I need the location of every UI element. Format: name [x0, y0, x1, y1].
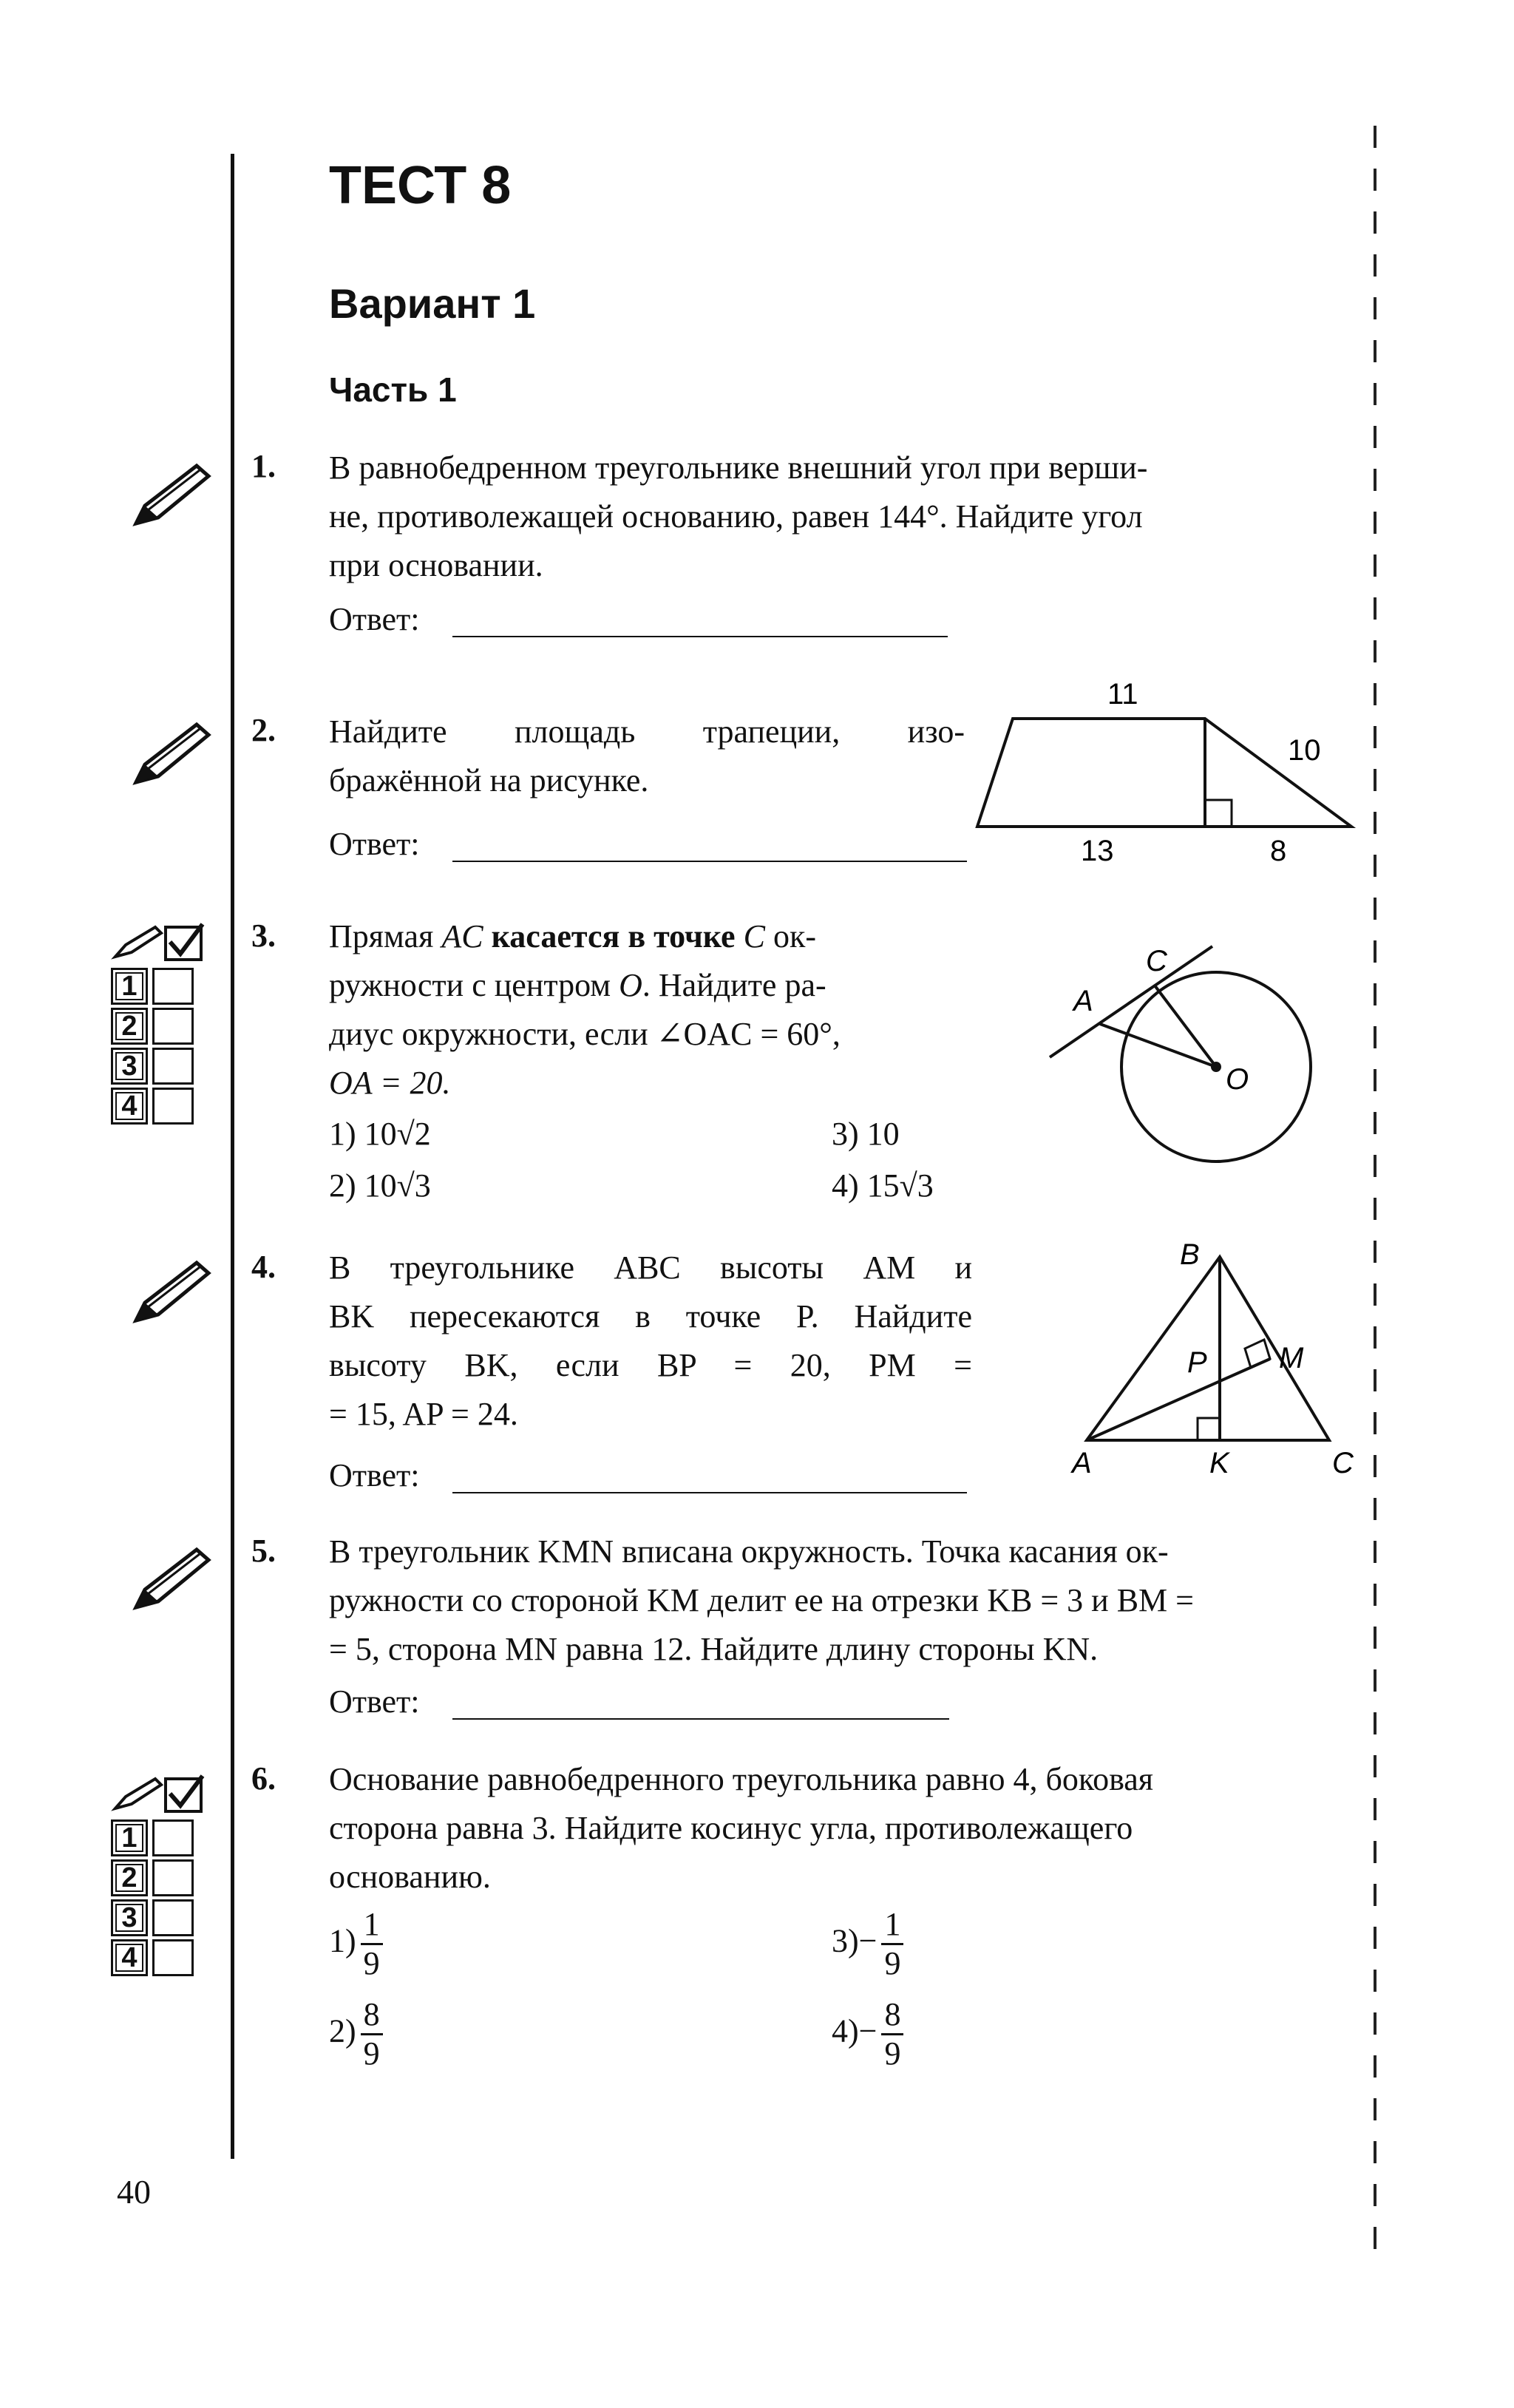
point-p-label: P	[1187, 1346, 1207, 1379]
question-number: 1.	[251, 448, 276, 484]
option-label: 1)	[329, 1922, 356, 1959]
answer-option: 4) 15√3	[832, 1167, 934, 1204]
checkmark-icon	[111, 1774, 207, 1816]
answer-checkbox[interactable]	[152, 1819, 194, 1856]
answer-field[interactable]	[452, 861, 967, 862]
answer-field[interactable]	[452, 1492, 967, 1493]
answer-label: Ответ:	[329, 1457, 420, 1493]
page-number: 40	[117, 2173, 151, 2211]
question-5-text	[329, 1527, 1364, 1674]
option-label: 4)	[832, 2012, 859, 2049]
option-number: 2	[111, 1008, 148, 1045]
checkmark-icon	[111, 923, 207, 964]
answer-checkbox[interactable]	[152, 1088, 194, 1125]
question-number: 5.	[251, 1533, 276, 1569]
math-term: C	[743, 918, 765, 954]
trapezoid-bottom-left-label: 13	[1081, 835, 1114, 867]
question-text-line: основанию.	[329, 1859, 491, 1895]
question-text-line: ружности со стороной KM делит ее на отрезки KB = 3 и BM =	[329, 1582, 1194, 1618]
option-number: 4	[111, 1939, 148, 1976]
left-margin-rule	[231, 154, 234, 2159]
question-text-line: В равнобедренном треугольнике внешний угол при верши-	[329, 450, 1148, 486]
question-text-line: В треугольник KMN вписана окружность. Точка касания ок-	[329, 1533, 1169, 1570]
math-term: AC	[441, 918, 483, 954]
option-label: 2)	[329, 2012, 356, 2049]
question-text-line: В треугольнике ABC высоты AM и	[329, 1249, 972, 1286]
answer-checkbox[interactable]	[152, 1859, 194, 1896]
answer-field[interactable]	[452, 1718, 949, 1720]
text-fragment: Прямая	[329, 918, 442, 954]
pen-icon	[126, 719, 214, 793]
question-number: 2.	[251, 712, 276, 748]
part-heading: Часть 1	[329, 370, 457, 409]
answer-option	[832, 1906, 903, 1982]
answer-checkbox-group	[111, 923, 207, 1127]
numerator: 1	[881, 1906, 903, 1945]
option-number: 3	[111, 1899, 148, 1936]
test-title: ТЕСТ 8	[329, 156, 512, 215]
fraction	[361, 1996, 383, 2072]
question-text-line: не, противолежащей основанию, равен 144°. Найдите угол	[329, 498, 1143, 535]
denominator: 9	[884, 2035, 901, 2072]
pen-icon	[126, 1257, 214, 1331]
answer-label: Ответ:	[329, 826, 420, 862]
question-text-line: = 15, AP = 24.	[329, 1396, 518, 1432]
fraction	[881, 1906, 903, 1982]
option-number: 2	[111, 1859, 148, 1896]
answer-option: 3) 10	[832, 1116, 900, 1152]
point-a-label: A	[1073, 985, 1093, 1017]
question-number: 4.	[251, 1249, 276, 1285]
fraction	[881, 1996, 903, 2072]
answer-checkbox[interactable]	[152, 1008, 194, 1045]
question-text-line: Найдите площадь трапеции, изо-	[329, 713, 965, 750]
answer-option: 2) 10√3	[329, 1167, 431, 1204]
numerator: 1	[361, 1906, 383, 1945]
question-3-text	[329, 912, 972, 1108]
circle-tangent-figure	[1035, 935, 1331, 1187]
question-text-line: Основание равнобедренного треугольника равно 4, боковая	[329, 1761, 1154, 1797]
numerator: 8	[881, 1996, 903, 2035]
option-number: 3	[111, 1048, 148, 1085]
pen-icon	[126, 460, 214, 534]
math-term: O	[619, 967, 642, 1003]
cut-line	[1374, 126, 1376, 2255]
option-sign: −	[858, 2012, 877, 2049]
pen-icon	[126, 1544, 214, 1618]
numerator: 8	[361, 1996, 383, 2035]
answer-checkbox[interactable]	[152, 1939, 194, 1976]
denominator: 9	[363, 2035, 380, 2072]
question-text-line: бражённой на рисунке.	[329, 762, 649, 798]
answer-option: 1) 10√2	[329, 1116, 431, 1152]
question-text-line	[329, 912, 972, 961]
text-fragment: ок-	[764, 918, 816, 954]
vertex-b-label: B	[1180, 1238, 1200, 1271]
option-number: 1	[111, 968, 148, 1005]
point-k-label: K	[1209, 1447, 1229, 1479]
vertex-a-label: A	[1072, 1447, 1092, 1479]
denominator: 9	[884, 1945, 901, 1981]
trapezoid-side-label: 10	[1288, 734, 1321, 767]
text-fragment: ружности с центром	[329, 967, 619, 1003]
option-number: 1	[111, 1819, 148, 1856]
question-text-line: высоту BK, если BP = 20, PM =	[329, 1347, 972, 1383]
triangle-altitudes-figure	[1057, 1235, 1360, 1486]
point-c-label: C	[1146, 945, 1167, 977]
answer-option	[329, 1996, 383, 2072]
question-number: 6.	[251, 1760, 276, 1797]
question-text-line: BK пересекаются в точке P. Найдите	[329, 1298, 972, 1334]
option-label: 3)	[832, 1922, 859, 1959]
answer-label: Ответ:	[329, 601, 420, 637]
point-o-label: O	[1226, 1063, 1249, 1096]
question-4-text	[329, 1244, 972, 1439]
denominator: 9	[363, 1945, 380, 1981]
question-text-line: сторона равна 3. Найдите косинус угла, противолежащего	[329, 1810, 1133, 1846]
answer-option	[329, 1906, 383, 1982]
answer-field[interactable]	[452, 636, 948, 637]
option-sign: −	[858, 1922, 877, 1959]
variant-heading: Вариант 1	[329, 280, 536, 327]
answer-checkbox[interactable]	[152, 968, 194, 1005]
question-text-line: = 5, сторона MN равна 12. Найдите длину стороны KN.	[329, 1631, 1099, 1667]
question-text-line: диус окружности, если ∠OAC = 60°,	[329, 1016, 841, 1052]
question-text-line: при основании.	[329, 547, 543, 583]
trapezoid-figure	[968, 665, 1368, 872]
question-2-text	[329, 708, 965, 805]
question-text-line: OA = 20.	[329, 1065, 451, 1101]
question-6-text	[329, 1755, 1364, 1902]
vertex-c-label: C	[1332, 1447, 1354, 1479]
answer-label: Ответ:	[329, 1683, 420, 1720]
question-number: 3.	[251, 918, 276, 954]
question-1-text	[329, 444, 1364, 590]
answer-option	[832, 1996, 903, 2072]
option-number: 4	[111, 1088, 148, 1125]
trapezoid-bottom-right-label: 8	[1270, 835, 1287, 867]
text-fragment: касается в точке	[483, 918, 744, 954]
answer-checkbox-group	[111, 1774, 207, 1979]
trapezoid-top-label: 11	[1107, 678, 1138, 710]
point-m-label: M	[1279, 1342, 1304, 1374]
answer-checkbox[interactable]	[152, 1899, 194, 1936]
question-text-line	[329, 961, 972, 1010]
fraction	[361, 1906, 383, 1982]
answer-checkbox[interactable]	[152, 1048, 194, 1085]
text-fragment: . Найдите ра-	[642, 967, 826, 1003]
